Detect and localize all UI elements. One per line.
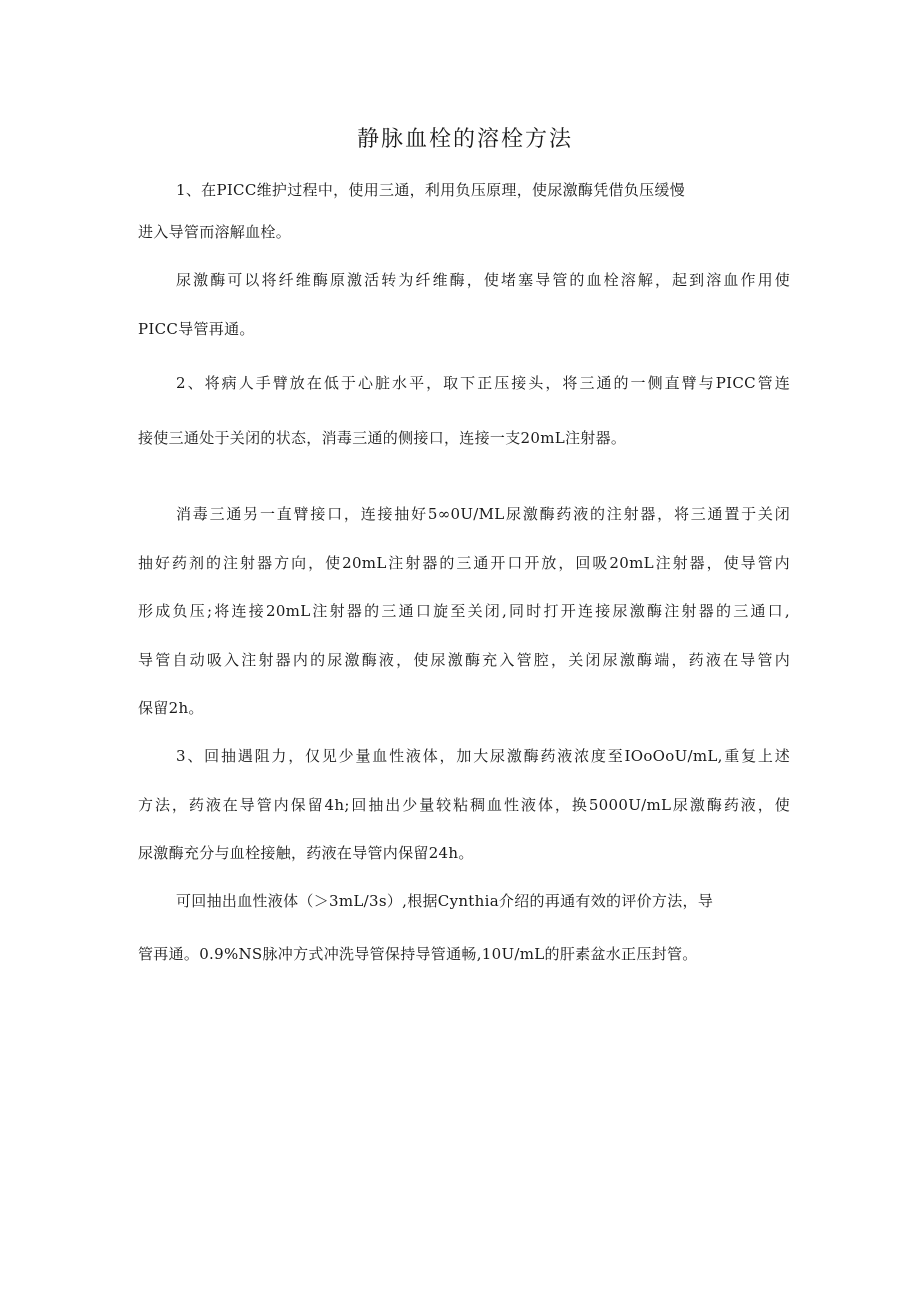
paragraph-line: 管再通。0.9%NS脉冲方式冲洗导管保持导管通畅,10U/mL的肝素盆水正压封管。 [138,945,698,963]
paragraph-line: 接使三通处于关闭的状态，消毒三通的侧接口，连接一支20mL注射器。 [138,429,627,447]
paragraph-line: 尿激酶可以将纤维酶原激活转为纤维酶，使堵塞导管的血栓溶解，起到溶血作用使 [176,271,790,289]
paragraph-line: 3、回抽遇阻力，仅见少量血性液体，加大尿激酶药液浓度至IOoOoU/mL,重复上述 [176,747,790,765]
paragraph-line: 2、将病人手臂放在低于心脏水平，取下正压接头，将三通的一侧直臂与PICC管连 [176,374,790,392]
paragraph-line: PICC导管再通。 [138,320,255,338]
paragraph-line: 消毒三通另一直臂接口，连接抽好5∞0U/ML尿激酶药液的注射器，将三通置于关闭 [176,505,790,523]
paragraph-line: 导管自动吸入注射器内的尿激酶液，使尿激酶充入管腔，关闭尿激酶端，药液在导管内 [138,651,790,669]
paragraph-line: 形成负压;将连接20mL注射器的三通口旋至关闭,同时打开连接尿激酶注射器的三通口, [138,602,790,620]
paragraph-line: 进入导管而溶解血栓。 [138,223,292,241]
paragraph-line: 方法，药液在导管内保留4h;回抽出少量较粘稠血性液体，换5000U/mL尿激酶药液，使 [138,796,790,814]
paragraph-line: 抽好药剂的注射器方向，使20mL注射器的三通开口开放，回吸20mL注射器，使导管内 [138,554,790,572]
page-title: 静脉血栓的溶栓方法 [356,127,573,152]
paragraph-line: 保留2h。 [138,699,204,717]
paragraph-line: 可回抽出血性液体（＞3mL/3s）,根据Cynthia介绍的再通有效的评价方法，导 [176,892,714,910]
paragraph-line: 尿激酶充分与血栓接触，药液在导管内保留24h。 [138,844,474,862]
paragraph-line: 1、在PICC维护过程中，使用三通，利用负压原理，使尿激酶凭借负压缓慢 [176,181,686,199]
